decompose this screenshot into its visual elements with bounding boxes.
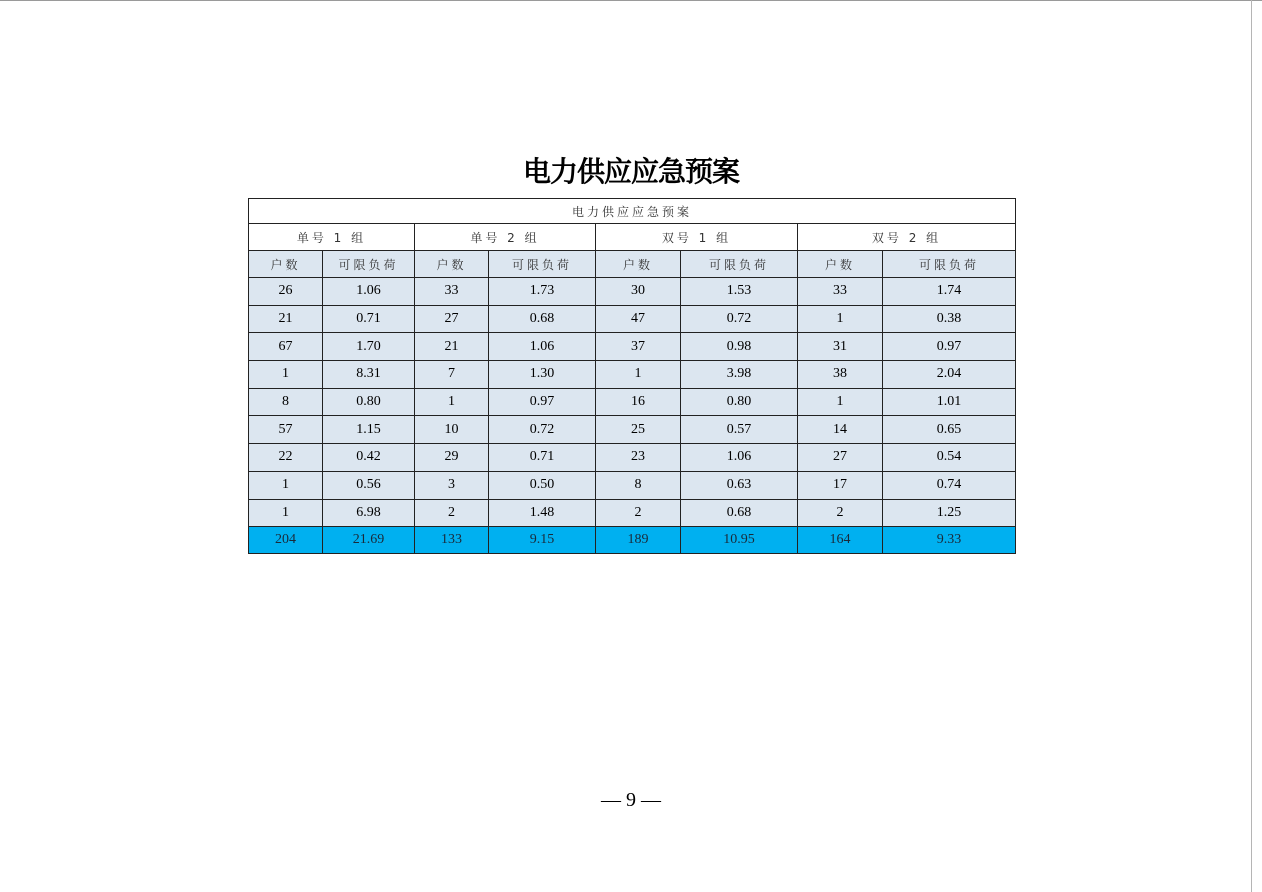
cell-load: 1.15 — [323, 416, 415, 444]
cell-load: 0.65 — [883, 416, 1016, 444]
cell-households: 1 — [798, 388, 883, 416]
cell-households: 27 — [798, 444, 883, 472]
cell-households: 1 — [249, 499, 323, 527]
cell-load: 0.71 — [489, 444, 596, 472]
cell-households: 14 — [798, 416, 883, 444]
cell-households: 21 — [249, 305, 323, 333]
cell-households: 25 — [596, 416, 681, 444]
cell-households: 1 — [596, 361, 681, 389]
cell-load: 0.56 — [323, 471, 415, 499]
cell-load: 0.38 — [883, 305, 1016, 333]
cell-load: 0.98 — [681, 333, 798, 361]
table-row — [249, 388, 1016, 416]
column-header-households: 户数 — [249, 251, 323, 278]
group-header-even-1: 双号 1 组 — [596, 224, 798, 251]
total-load: 21.69 — [323, 527, 415, 554]
cell-load: 0.71 — [323, 305, 415, 333]
column-header-load: 可限负荷 — [489, 251, 596, 278]
cell-households: 29 — [415, 444, 489, 472]
column-header-households: 户数 — [798, 251, 883, 278]
cell-load: 0.97 — [883, 333, 1016, 361]
cell-load: 0.80 — [323, 388, 415, 416]
cell-households: 23 — [596, 444, 681, 472]
cell-load: 0.63 — [681, 471, 798, 499]
cell-households: 27 — [415, 305, 489, 333]
cell-households: 1 — [415, 388, 489, 416]
cell-households: 31 — [798, 333, 883, 361]
total-households: 204 — [249, 527, 323, 554]
cell-households: 2 — [596, 499, 681, 527]
cell-households: 1 — [798, 305, 883, 333]
table-caption: 电力供应应急预案 — [249, 199, 1016, 224]
column-header-load: 可限负荷 — [883, 251, 1016, 278]
group-header-even-2: 双号 2 组 — [798, 224, 1016, 251]
total-load: 10.95 — [681, 527, 798, 554]
page-number: — 9 — — [601, 789, 661, 811]
cell-load: 1.06 — [323, 278, 415, 306]
cell-households: 2 — [415, 499, 489, 527]
table-row — [249, 305, 1016, 333]
cell-load: 1.70 — [323, 333, 415, 361]
table-row — [249, 499, 1016, 527]
cell-households: 2 — [798, 499, 883, 527]
cell-load: 8.31 — [323, 361, 415, 389]
document-title: 电力供应应急预案 — [522, 155, 739, 188]
column-header-households: 户数 — [415, 251, 489, 278]
cell-load: 0.68 — [489, 305, 596, 333]
total-households: 133 — [415, 527, 489, 554]
cell-load: 1.74 — [883, 278, 1016, 306]
cell-load: 0.54 — [883, 444, 1016, 472]
cell-load: 1.06 — [489, 333, 596, 361]
emergency-plan-table — [248, 198, 1016, 554]
cell-households: 33 — [415, 278, 489, 306]
cell-households: 26 — [249, 278, 323, 306]
cell-load: 1.48 — [489, 499, 596, 527]
cell-households: 22 — [249, 444, 323, 472]
cell-households: 47 — [596, 305, 681, 333]
table-row — [249, 333, 1016, 361]
cell-load: 0.42 — [323, 444, 415, 472]
group-header-odd-2: 单号 2 组 — [415, 224, 596, 251]
cell-load: 0.74 — [883, 471, 1016, 499]
cell-households: 8 — [596, 471, 681, 499]
column-header-load: 可限负荷 — [681, 251, 798, 278]
cell-households: 30 — [596, 278, 681, 306]
table-row — [249, 444, 1016, 472]
cell-load: 3.98 — [681, 361, 798, 389]
cell-households: 67 — [249, 333, 323, 361]
cell-households: 10 — [415, 416, 489, 444]
cell-households: 1 — [249, 471, 323, 499]
column-header-households: 户数 — [596, 251, 681, 278]
cell-load: 2.04 — [883, 361, 1016, 389]
cell-households: 16 — [596, 388, 681, 416]
cell-households: 3 — [415, 471, 489, 499]
cell-load: 0.80 — [681, 388, 798, 416]
cell-households: 21 — [415, 333, 489, 361]
cell-households: 7 — [415, 361, 489, 389]
cell-load: 0.68 — [681, 499, 798, 527]
cell-load: 1.73 — [489, 278, 596, 306]
cell-households: 17 — [798, 471, 883, 499]
cell-load: 0.50 — [489, 471, 596, 499]
cell-households: 8 — [249, 388, 323, 416]
page-top-border — [0, 0, 1262, 1]
group-header-odd-1: 单号 1 组 — [249, 224, 415, 251]
total-households: 189 — [596, 527, 681, 554]
cell-load: 0.97 — [489, 388, 596, 416]
cell-load: 1.01 — [883, 388, 1016, 416]
cell-load: 1.30 — [489, 361, 596, 389]
table-row — [249, 416, 1016, 444]
cell-households: 38 — [798, 361, 883, 389]
cell-load: 1.53 — [681, 278, 798, 306]
cell-load: 1.06 — [681, 444, 798, 472]
cell-load: 6.98 — [323, 499, 415, 527]
column-header-load: 可限负荷 — [323, 251, 415, 278]
table-row — [249, 278, 1016, 306]
cell-households: 1 — [249, 361, 323, 389]
cell-load: 0.72 — [489, 416, 596, 444]
table-row — [249, 471, 1016, 499]
totals-row — [249, 527, 1016, 554]
cell-load: 1.25 — [883, 499, 1016, 527]
total-households: 164 — [798, 527, 883, 554]
cell-households: 57 — [249, 416, 323, 444]
cell-load: 0.57 — [681, 416, 798, 444]
cell-households: 33 — [798, 278, 883, 306]
page-right-border — [1251, 0, 1252, 892]
cell-households: 37 — [596, 333, 681, 361]
total-load: 9.33 — [883, 527, 1016, 554]
cell-load: 0.72 — [681, 305, 798, 333]
total-load: 9.15 — [489, 527, 596, 554]
table-row — [249, 361, 1016, 389]
